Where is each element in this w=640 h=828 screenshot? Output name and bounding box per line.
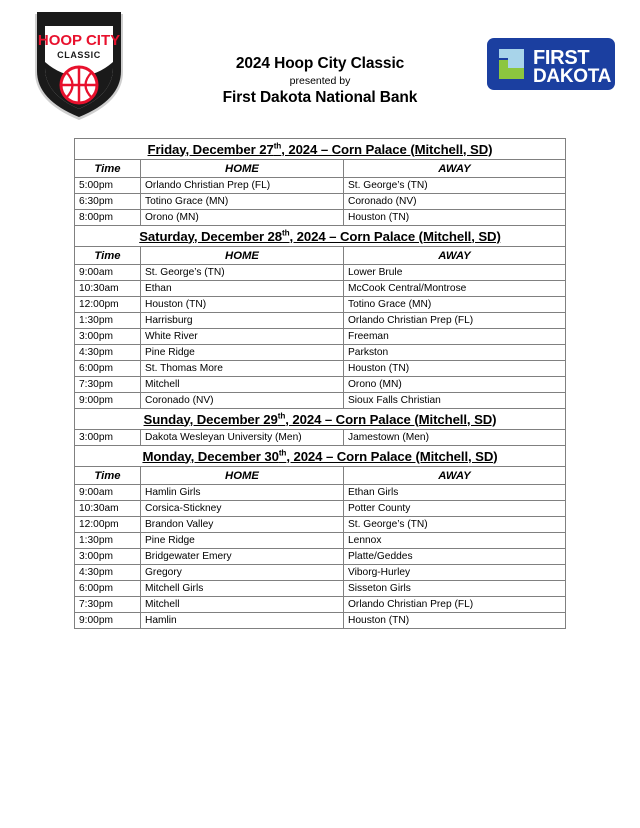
game-time: 3:00pm bbox=[75, 329, 141, 345]
game-time: 10:30am bbox=[75, 281, 141, 297]
day-header-row bbox=[75, 409, 566, 430]
first-dakota-mark-icon bbox=[499, 49, 524, 79]
column-header-home: HOME bbox=[141, 247, 344, 265]
game-time: 3:00pm bbox=[75, 549, 141, 565]
game-time: 6:00pm bbox=[75, 581, 141, 597]
game-away: Sioux Falls Christian bbox=[344, 393, 566, 409]
game-away: Coronado (NV) bbox=[344, 194, 566, 210]
game-time: 6:00pm bbox=[75, 361, 141, 377]
hoop-city-classic-logo bbox=[27, 10, 131, 123]
table-row bbox=[75, 485, 566, 501]
game-away: St. George’s (TN) bbox=[344, 178, 566, 194]
table-row bbox=[75, 565, 566, 581]
first-dakota-logo bbox=[487, 38, 615, 90]
table-row bbox=[75, 377, 566, 393]
game-time: 12:00pm bbox=[75, 297, 141, 313]
column-header-row bbox=[75, 247, 566, 265]
day-title: Sunday, December 29th, 2024 – Corn Palace (Mitchell, SD) bbox=[143, 411, 497, 427]
game-time: 5:00pm bbox=[75, 178, 141, 194]
game-away: Houston (TN) bbox=[344, 613, 566, 629]
game-away: McCook Central/Montrose bbox=[344, 281, 566, 297]
game-time: 6:30pm bbox=[75, 194, 141, 210]
game-home: Mitchell Girls bbox=[141, 581, 344, 597]
game-time: 7:30pm bbox=[75, 597, 141, 613]
table-row bbox=[75, 549, 566, 565]
day-header-cell bbox=[75, 139, 566, 160]
day-header-cell bbox=[75, 446, 566, 467]
sponsor-name: First Dakota National Bank bbox=[222, 88, 418, 106]
game-time: 9:00am bbox=[75, 265, 141, 281]
game-away: Orlando Christian Prep (FL) bbox=[344, 597, 566, 613]
game-home: Hamlin Girls bbox=[141, 485, 344, 501]
game-time: 12:00pm bbox=[75, 517, 141, 533]
day-header-cell bbox=[75, 226, 566, 247]
table-row bbox=[75, 393, 566, 409]
date-ordinal-suffix: th bbox=[277, 411, 286, 421]
column-header-time: Time bbox=[75, 467, 141, 485]
schedule-table-container bbox=[74, 138, 565, 629]
column-header-away: AWAY bbox=[344, 160, 566, 178]
table-row bbox=[75, 313, 566, 329]
date-ordinal-suffix: th bbox=[282, 228, 290, 238]
page-title: 2024 Hoop City Classic bbox=[235, 55, 405, 72]
day-title: Friday, December 27th, 2024 – Corn Palace (Mitchell, SD) bbox=[147, 141, 493, 157]
table-row bbox=[75, 430, 566, 446]
game-time: 8:00pm bbox=[75, 210, 141, 226]
hoop-city-logo-line2: CLASSIC bbox=[57, 50, 101, 60]
game-away: Parkston bbox=[344, 345, 566, 361]
column-header-home: HOME bbox=[141, 160, 344, 178]
table-row bbox=[75, 613, 566, 629]
table-row bbox=[75, 501, 566, 517]
table-row bbox=[75, 194, 566, 210]
game-away: Lennox bbox=[344, 533, 566, 549]
game-home: Hamlin bbox=[141, 613, 344, 629]
table-row bbox=[75, 329, 566, 345]
game-home: Corsica-Stickney bbox=[141, 501, 344, 517]
game-home: Pine Ridge bbox=[141, 533, 344, 549]
table-row bbox=[75, 517, 566, 533]
table-row bbox=[75, 210, 566, 226]
table-row bbox=[75, 345, 566, 361]
game-home: Orono (MN) bbox=[141, 210, 344, 226]
first-dakota-logo-line1: FIRST bbox=[533, 47, 590, 69]
game-away: Freeman bbox=[344, 329, 566, 345]
column-header-time: Time bbox=[75, 247, 141, 265]
column-header-time: Time bbox=[75, 160, 141, 178]
game-home: White River bbox=[141, 329, 344, 345]
game-away: Platte/Geddes bbox=[344, 549, 566, 565]
game-time: 9:00pm bbox=[75, 393, 141, 409]
column-header-away: AWAY bbox=[344, 247, 566, 265]
table-row bbox=[75, 361, 566, 377]
game-time: 4:30pm bbox=[75, 565, 141, 581]
table-row bbox=[75, 281, 566, 297]
table-row bbox=[75, 533, 566, 549]
game-away: Sisseton Girls bbox=[344, 581, 566, 597]
day-header-cell bbox=[75, 409, 566, 430]
game-home: Coronado (NV) bbox=[141, 393, 344, 409]
column-header-home: HOME bbox=[141, 467, 344, 485]
table-row bbox=[75, 178, 566, 194]
day-title: Saturday, December 28th, 2024 – Corn Palace (Mitchell, SD) bbox=[139, 228, 501, 244]
game-away: Ethan Girls bbox=[344, 485, 566, 501]
game-time: 9:00am bbox=[75, 485, 141, 501]
game-time: 4:30pm bbox=[75, 345, 141, 361]
table-row bbox=[75, 297, 566, 313]
column-header-row bbox=[75, 160, 566, 178]
game-home: Ethan bbox=[141, 281, 344, 297]
game-time: 10:30am bbox=[75, 501, 141, 517]
game-time: 3:00pm bbox=[75, 430, 141, 446]
first-dakota-logo-line2: DAKOTA bbox=[533, 66, 612, 87]
table-row bbox=[75, 265, 566, 281]
date-ordinal-suffix: th bbox=[273, 141, 282, 151]
game-away: Houston (TN) bbox=[344, 361, 566, 377]
day-header-row bbox=[75, 446, 566, 467]
game-away: St. George’s (TN) bbox=[344, 517, 566, 533]
basketball-icon bbox=[61, 67, 97, 103]
game-away: Viborg-Hurley bbox=[344, 565, 566, 581]
game-home: Mitchell bbox=[141, 377, 344, 393]
game-home: Pine Ridge bbox=[141, 345, 344, 361]
game-time: 9:00pm bbox=[75, 613, 141, 629]
game-home: Dakota Wesleyan University (Men) bbox=[141, 430, 344, 446]
game-home: St. George’s (TN) bbox=[141, 265, 344, 281]
day-header-row bbox=[75, 226, 566, 247]
game-home: Bridgewater Emery bbox=[141, 549, 344, 565]
date-ordinal-suffix: th bbox=[278, 448, 287, 458]
presented-by-label: presented by bbox=[289, 74, 351, 87]
game-time: 7:30pm bbox=[75, 377, 141, 393]
table-row bbox=[75, 581, 566, 597]
game-home: Mitchell bbox=[141, 597, 344, 613]
game-away: Orono (MN) bbox=[344, 377, 566, 393]
page-header bbox=[0, 0, 640, 130]
game-time: 1:30pm bbox=[75, 533, 141, 549]
game-home: Totino Grace (MN) bbox=[141, 194, 344, 210]
game-away: Jamestown (Men) bbox=[344, 430, 566, 446]
table-row bbox=[75, 597, 566, 613]
game-home: Harrisburg bbox=[141, 313, 344, 329]
game-time: 1:30pm bbox=[75, 313, 141, 329]
column-header-away: AWAY bbox=[344, 467, 566, 485]
column-header-row bbox=[75, 467, 566, 485]
game-home: Gregory bbox=[141, 565, 344, 581]
game-home: Houston (TN) bbox=[141, 297, 344, 313]
game-away: Orlando Christian Prep (FL) bbox=[344, 313, 566, 329]
game-away: Houston (TN) bbox=[344, 210, 566, 226]
day-header-row bbox=[75, 139, 566, 160]
game-away: Lower Brule bbox=[344, 265, 566, 281]
schedule-table bbox=[74, 138, 566, 629]
day-title: Monday, December 30th, 2024 – Corn Palace (Mitchell, SD) bbox=[142, 448, 498, 464]
game-away: Totino Grace (MN) bbox=[344, 297, 566, 313]
title-block bbox=[150, 55, 490, 107]
game-away: Potter County bbox=[344, 501, 566, 517]
hoop-city-logo-line1: HOOP CITY bbox=[37, 32, 121, 49]
game-home: Orlando Christian Prep (FL) bbox=[141, 178, 344, 194]
game-home: St. Thomas More bbox=[141, 361, 344, 377]
game-home: Brandon Valley bbox=[141, 517, 344, 533]
